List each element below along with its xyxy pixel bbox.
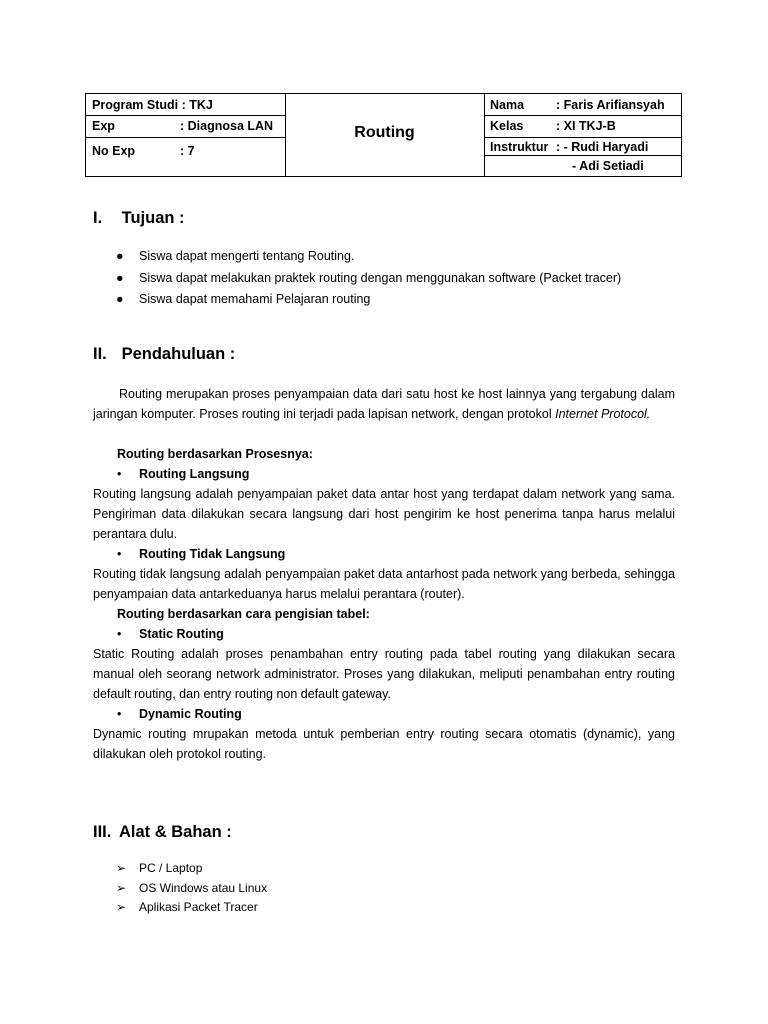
static-routing-paragraph: Static Routing adalah proses penambahan entry routing pada tabel routing yang dilakukan secara manual oleh seorang network administrator. Proses yang dilakukan, meliputi penambahan entry routing default routing, dan entry routing non default gateway. xyxy=(93,647,675,701)
list-item xyxy=(116,289,621,311)
section-title: Pendahuluan : xyxy=(121,345,236,363)
section-alat-bahan-heading xyxy=(93,823,232,842)
sub-heading-routing-langsung xyxy=(117,464,249,484)
intro-paragraph xyxy=(93,384,675,424)
no-exp-label: No Exp xyxy=(92,144,136,158)
sub-heading-text: Routing Tidak Langsung xyxy=(139,547,286,561)
routing-by-process-label: Routing berdasarkan Prosesnya: xyxy=(117,447,313,461)
section-title: Tujuan : xyxy=(121,209,185,227)
list-item-text: Aplikasi Packet Tracer xyxy=(139,900,258,914)
program-studi-text: Program Studi : TKJ xyxy=(92,98,213,112)
sub-heading-text: Dynamic Routing xyxy=(139,707,242,721)
document-title: Routing xyxy=(354,124,415,141)
arrow-bullet-icon: ➢ xyxy=(116,900,127,914)
list-item-text: Siswa dapat memahami Pelajaran routing xyxy=(139,292,371,306)
header-table xyxy=(85,93,682,177)
exp-value: : Diagnosa LAN xyxy=(180,119,274,133)
instruktur-value-2: - Adi Setiadi xyxy=(572,159,644,173)
exp-cell xyxy=(86,116,285,138)
sub-heading-dynamic-routing xyxy=(117,704,242,724)
instruktur-cell xyxy=(484,138,681,156)
list-item xyxy=(116,859,267,879)
sub-heading-static-routing xyxy=(117,624,224,644)
tujuan-list xyxy=(116,246,621,311)
nama-cell xyxy=(484,94,681,116)
list-item-text: OS Windows atau Linux xyxy=(139,880,268,895)
header-left-column xyxy=(86,94,286,176)
section-number: II. xyxy=(93,345,107,363)
instruktur-value-1: : - Rudi Haryadi xyxy=(556,140,649,154)
program-studi-cell xyxy=(86,94,285,116)
intro-text: Routing merupakan proses penyampaian data dari satu host ke host lainnya yang tergabung dalam jaringan komputer. Proses routing ini terjadi pada lapisan network, dengan protokol xyxy=(93,387,675,421)
section-pendahuluan-heading xyxy=(93,345,235,364)
arrow-bullet-icon: ➢ xyxy=(116,861,127,875)
routing-langsung-paragraph: Routing langsung adalah penyampaian paket data antar host yang terdapat dalam network yang sama. Pengiriman data dilakukan secara langsung dari host pengirim ke host penerima tanpa harus melalui perantara dulu. xyxy=(93,487,675,541)
list-item-text: PC / Laptop xyxy=(139,861,203,875)
section-title: Alat & Bahan : xyxy=(118,823,232,841)
routing-tidak-langsung-paragraph: Routing tidak langsung adalah penyampaian paket data antarhost pada network yang berbeda, sehingga penyampaian data antarkeduanya harus melalui perantara (router). xyxy=(93,567,675,601)
bullet-icon: ● xyxy=(116,292,124,306)
list-item xyxy=(116,268,621,290)
nama-value: : Faris Arifiansyah xyxy=(556,98,665,112)
nama-label: Nama xyxy=(490,98,525,112)
bullet-icon: ● xyxy=(116,270,124,285)
section-tujuan-heading xyxy=(93,209,185,228)
sub-heading-text: Static Routing xyxy=(139,627,224,641)
header-title-column xyxy=(285,94,485,176)
list-item xyxy=(116,898,267,918)
exp-label: Exp xyxy=(92,119,115,133)
sub-heading-text: Routing Langsung xyxy=(139,467,250,481)
alat-bahan-list xyxy=(116,859,267,918)
section-number: III. xyxy=(93,823,112,841)
bullet-icon: ● xyxy=(116,249,124,263)
kelas-value: : XI TKJ-B xyxy=(556,119,616,133)
no-exp-value: : 7 xyxy=(180,144,195,158)
list-item xyxy=(116,246,621,268)
list-item-text: Siswa dapat melakukan praktek routing dengan menggunakan software (Packet tracer) xyxy=(139,270,622,285)
bullet-icon: • xyxy=(117,547,122,561)
section-number: I. xyxy=(93,209,103,227)
dynamic-routing-paragraph: Dynamic routing mrupakan metoda untuk pemberian entry routing secara otomatis (dynamic), yang dilakukan oleh protokol routing. xyxy=(93,727,675,761)
kelas-label: Kelas xyxy=(490,119,524,133)
bullet-icon: • xyxy=(117,627,122,641)
list-item-text: Siswa dapat mengerti tentang Routing. xyxy=(139,249,355,263)
instruktur-cell-2 xyxy=(484,156,681,176)
intro-italic-text: Internet Protocol. xyxy=(555,407,651,421)
instruktur-label: Instruktur xyxy=(490,140,549,154)
bullet-icon: • xyxy=(117,707,122,721)
routing-by-table-label: Routing berdasarkan cara pengisian tabel: xyxy=(117,607,370,621)
no-exp-cell xyxy=(86,138,285,176)
arrow-bullet-icon: ➢ xyxy=(116,880,127,895)
sub-heading-routing-tidak-langsung xyxy=(117,544,285,564)
list-item xyxy=(116,879,267,899)
header-right-column xyxy=(484,94,681,176)
kelas-cell xyxy=(484,116,681,138)
bullet-icon: • xyxy=(117,467,122,481)
